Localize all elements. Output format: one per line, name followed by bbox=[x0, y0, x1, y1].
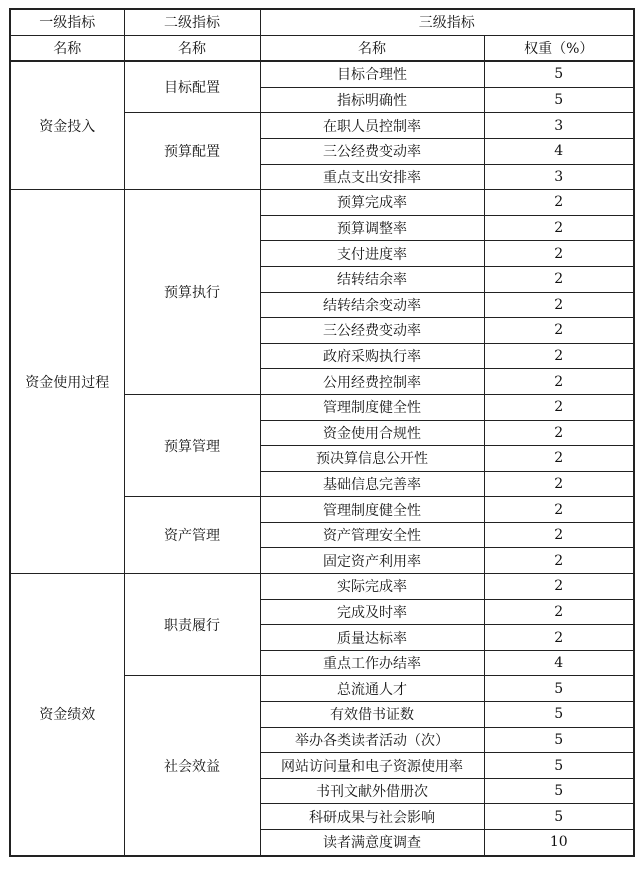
header-weight: 权重（%） bbox=[484, 35, 634, 61]
weight-cell: 3 bbox=[484, 113, 634, 139]
level3-name-cell: 重点工作办结率 bbox=[260, 650, 484, 676]
weight-cell: 2 bbox=[484, 420, 634, 446]
level2-name-cell: 目标配置 bbox=[124, 61, 260, 113]
level3-name-cell: 指标明确性 bbox=[260, 87, 484, 113]
header-level2: 二级指标 bbox=[124, 9, 260, 35]
level3-name-cell: 预算完成率 bbox=[260, 190, 484, 216]
table-row bbox=[10, 190, 634, 216]
level3-name-cell: 基础信息完善率 bbox=[260, 471, 484, 497]
weight-cell: 5 bbox=[484, 61, 634, 87]
level2-name-cell: 预算管理 bbox=[124, 394, 260, 496]
table-header bbox=[10, 9, 634, 61]
level1-name-cell: 资金使用过程 bbox=[10, 190, 124, 574]
level2-name-cell: 预算配置 bbox=[124, 113, 260, 190]
level3-name-cell: 结转结余变动率 bbox=[260, 292, 484, 318]
level2-name-cell: 资产管理 bbox=[124, 497, 260, 574]
level3-name-cell: 完成及时率 bbox=[260, 599, 484, 625]
weight-cell: 2 bbox=[484, 343, 634, 369]
level3-name-cell: 公用经费控制率 bbox=[260, 369, 484, 395]
header-row-levels bbox=[10, 9, 634, 35]
level3-name-cell: 支付进度率 bbox=[260, 241, 484, 267]
header-level2-name: 名称 bbox=[124, 35, 260, 61]
weight-cell: 2 bbox=[484, 292, 634, 318]
level3-name-cell: 质量达标率 bbox=[260, 625, 484, 651]
weight-cell: 5 bbox=[484, 804, 634, 830]
weight-cell: 5 bbox=[484, 702, 634, 728]
level3-name-cell: 预算调整率 bbox=[260, 215, 484, 241]
level3-name-cell: 资产管理安全性 bbox=[260, 522, 484, 548]
weight-cell: 2 bbox=[484, 548, 634, 574]
header-level3-name: 名称 bbox=[260, 35, 484, 61]
level2-name-cell: 预算执行 bbox=[124, 190, 260, 395]
level3-name-cell: 资金使用合规性 bbox=[260, 420, 484, 446]
weight-cell: 2 bbox=[484, 215, 634, 241]
weight-cell: 5 bbox=[484, 778, 634, 804]
weight-cell: 2 bbox=[484, 471, 634, 497]
weight-cell: 4 bbox=[484, 138, 634, 164]
level3-name-cell: 固定资产利用率 bbox=[260, 548, 484, 574]
weight-cell: 5 bbox=[484, 676, 634, 702]
level3-name-cell: 在职人员控制率 bbox=[260, 113, 484, 139]
level3-name-cell: 管理制度健全性 bbox=[260, 497, 484, 523]
level3-name-cell: 总流通人才 bbox=[260, 676, 484, 702]
level3-name-cell: 结转结余率 bbox=[260, 266, 484, 292]
table-body bbox=[10, 61, 634, 855]
level3-name-cell: 政府采购执行率 bbox=[260, 343, 484, 369]
level3-name-cell: 目标合理性 bbox=[260, 61, 484, 87]
weight-cell: 5 bbox=[484, 727, 634, 753]
weight-cell: 3 bbox=[484, 164, 634, 190]
header-level1: 一级指标 bbox=[10, 9, 124, 35]
level3-name-cell: 重点支出安排率 bbox=[260, 164, 484, 190]
weight-cell: 2 bbox=[484, 497, 634, 523]
header-row-names bbox=[10, 35, 634, 61]
level3-name-cell: 实际完成率 bbox=[260, 574, 484, 600]
weight-cell: 5 bbox=[484, 753, 634, 779]
level3-name-cell: 科研成果与社会影响 bbox=[260, 804, 484, 830]
table-row bbox=[10, 574, 634, 600]
level3-name-cell: 管理制度健全性 bbox=[260, 394, 484, 420]
level3-name-cell: 读者满意度调查 bbox=[260, 830, 484, 856]
table-row bbox=[10, 61, 634, 87]
level3-name-cell: 举办各类读者活动（次） bbox=[260, 727, 484, 753]
weight-cell: 2 bbox=[484, 625, 634, 651]
weight-cell: 2 bbox=[484, 574, 634, 600]
weight-cell: 2 bbox=[484, 522, 634, 548]
weight-cell: 2 bbox=[484, 369, 634, 395]
header-level3: 三级指标 bbox=[260, 9, 634, 35]
weight-cell: 2 bbox=[484, 599, 634, 625]
level3-name-cell: 三公经费变动率 bbox=[260, 318, 484, 344]
level3-name-cell: 书刊文献外借册次 bbox=[260, 778, 484, 804]
level3-name-cell: 有效借书证数 bbox=[260, 702, 484, 728]
header-level1-name: 名称 bbox=[10, 35, 124, 61]
level1-name-cell: 资金投入 bbox=[10, 61, 124, 189]
level3-name-cell: 三公经费变动率 bbox=[260, 138, 484, 164]
weight-cell: 10 bbox=[484, 830, 634, 856]
indicator-table bbox=[9, 8, 635, 857]
weight-cell: 2 bbox=[484, 394, 634, 420]
level1-name-cell: 资金绩效 bbox=[10, 574, 124, 856]
level2-name-cell: 职责履行 bbox=[124, 574, 260, 676]
weight-cell: 2 bbox=[484, 266, 634, 292]
weight-cell: 2 bbox=[484, 241, 634, 267]
weight-cell: 2 bbox=[484, 446, 634, 472]
level2-name-cell: 社会效益 bbox=[124, 676, 260, 856]
weight-cell: 4 bbox=[484, 650, 634, 676]
weight-cell: 2 bbox=[484, 318, 634, 344]
weight-cell: 5 bbox=[484, 87, 634, 113]
weight-cell: 2 bbox=[484, 190, 634, 216]
level3-name-cell: 网站访问量和电子资源使用率 bbox=[260, 753, 484, 779]
level3-name-cell: 预决算信息公开性 bbox=[260, 446, 484, 472]
